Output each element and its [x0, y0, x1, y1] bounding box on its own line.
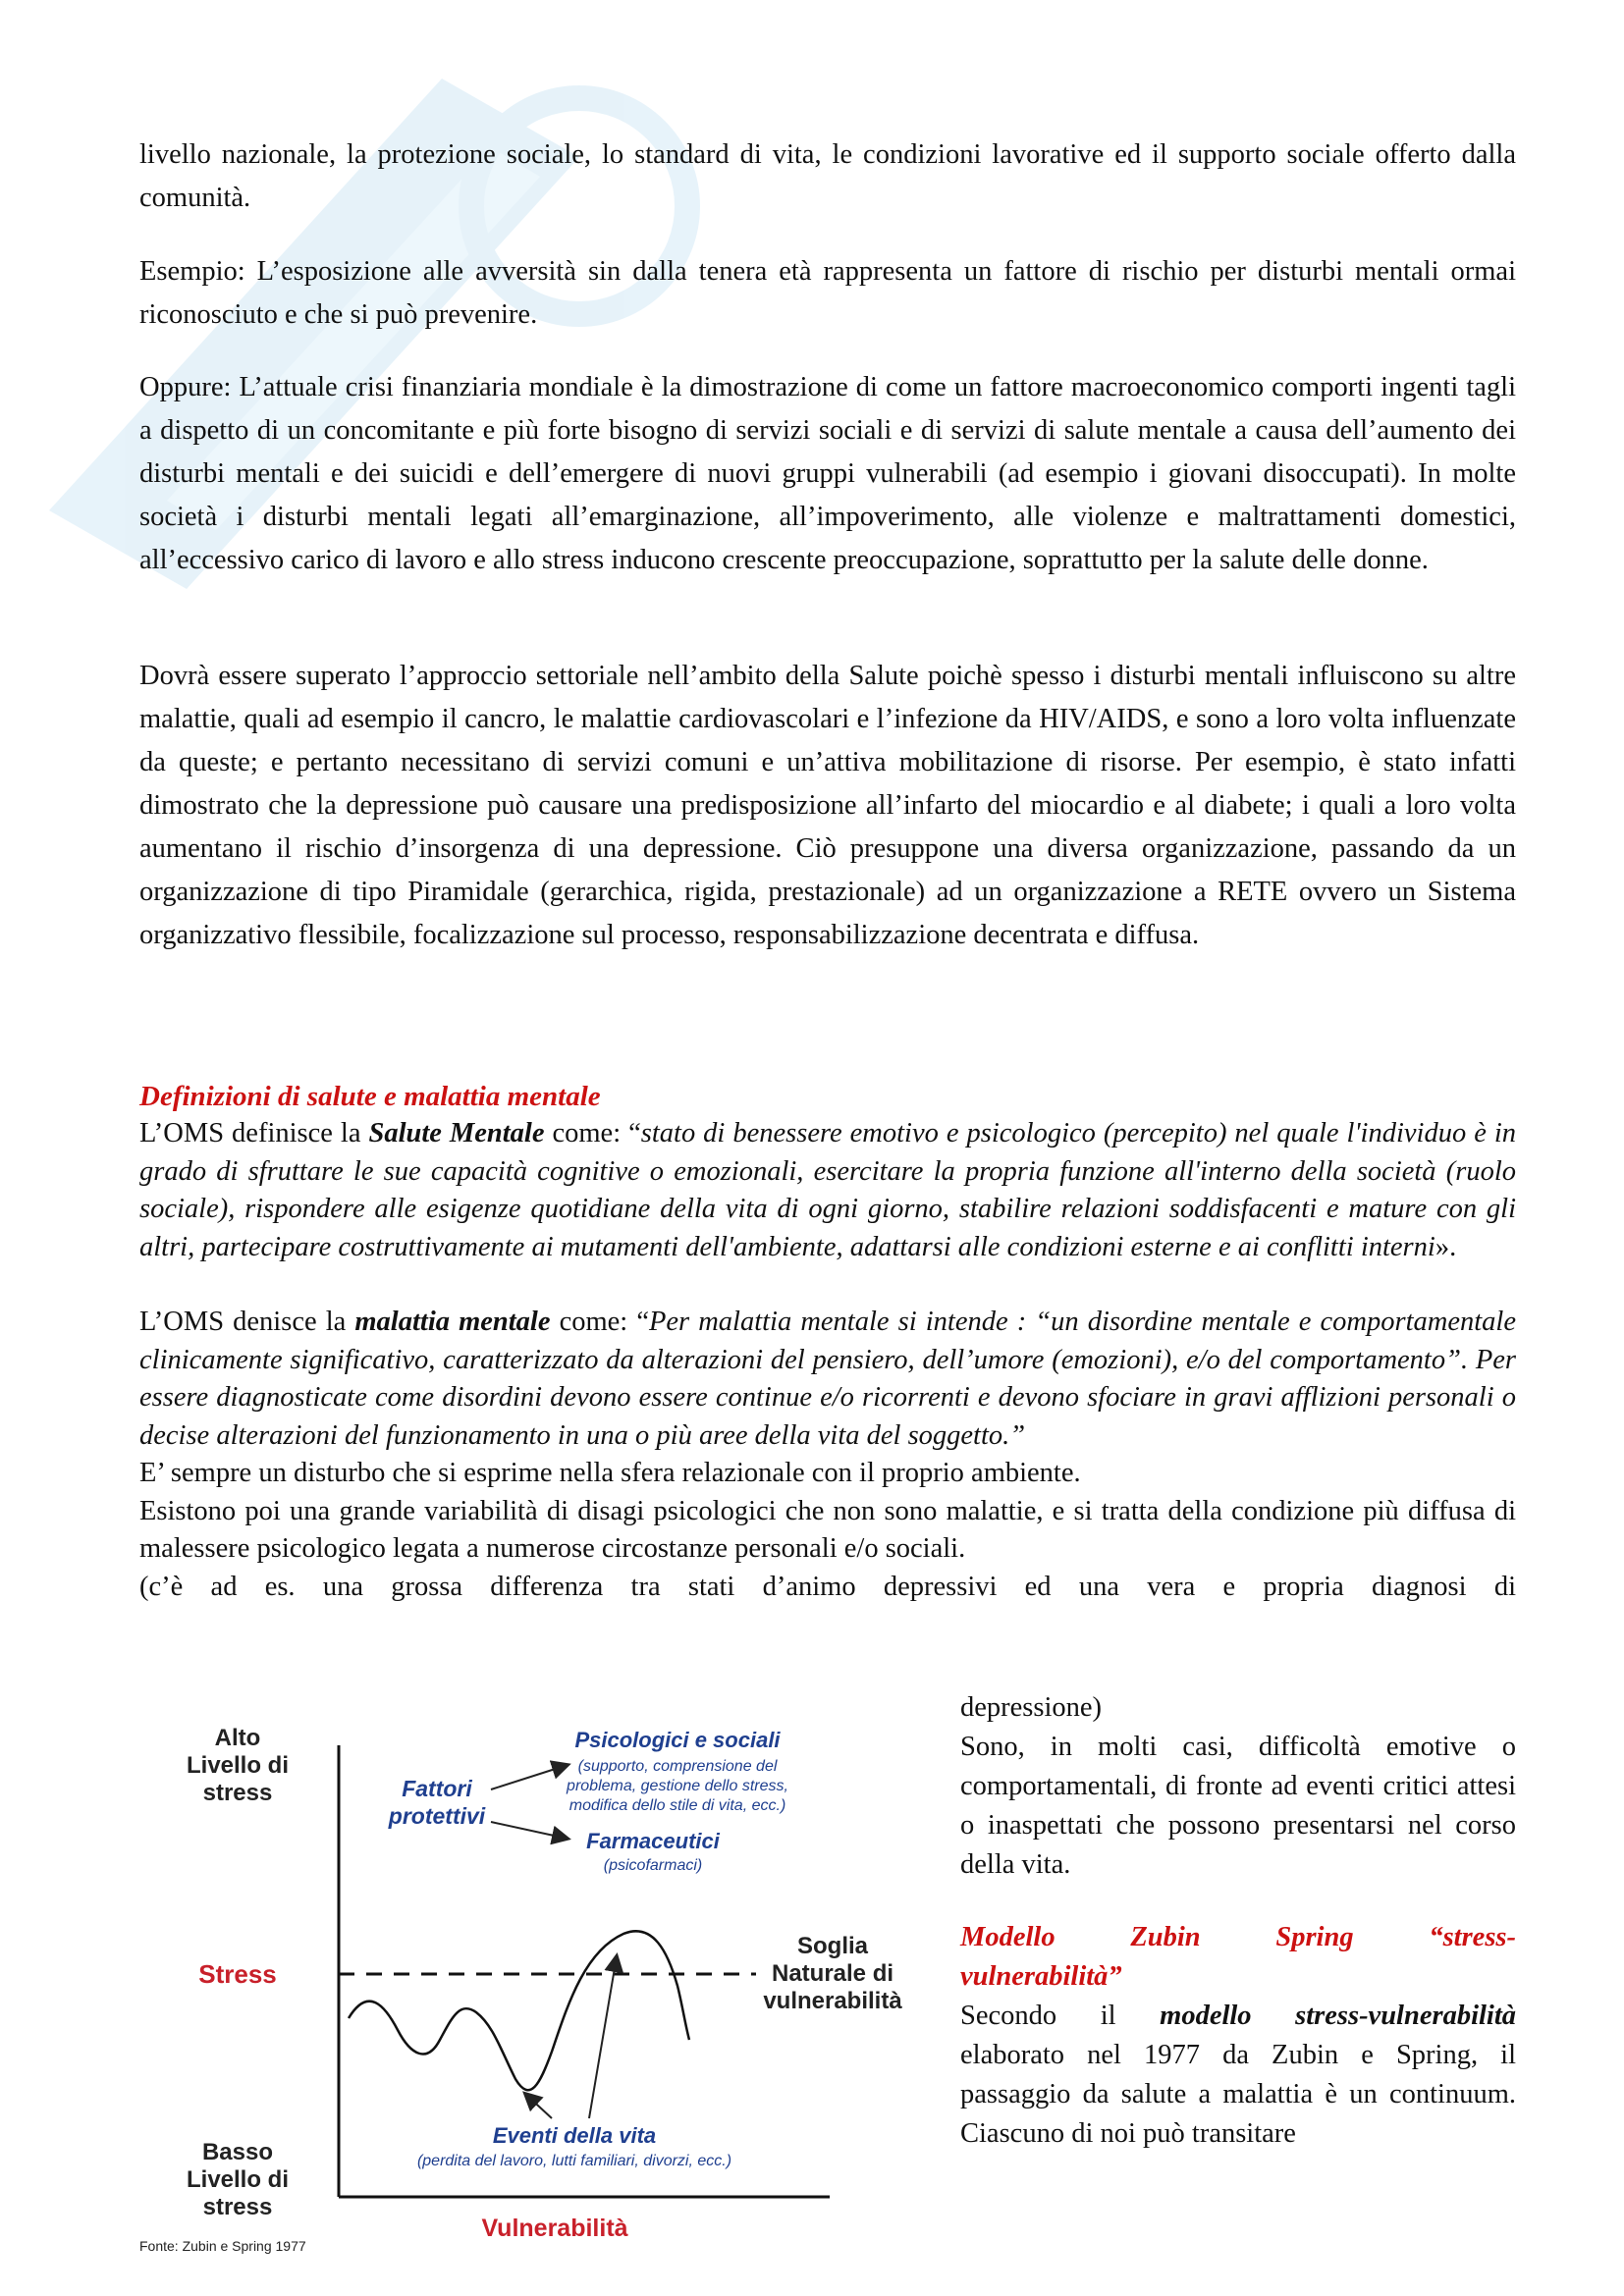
paragraph-4: Dovrà essere superato l’approccio settoriale nell’ambito della Salute poichè spesso i disturbi mentali influiscono su altre malattie, quali ad esempio il cancro, le malattie cardiovascolari e l’infezione da HIV/AIDS, e sono a loro volta influenzate da queste; e pertanto necessitano di servizi comuni e un’attiva mobilitazione di risorse. Per esempio, è stato infatti dimostrato che la depressione può causare una predisposizione all’infarto del miocardio e al diabete; i quali a loro volta aumentano il rischio d’insorgenza di una depressione. Ciò presuppone una diversa organizzazione, passando da un organizzazione di tipo Piramidale (gerarchica, rigida, prestazionale) ad un organizzazione a RETE ovvero un Sistema organizzativo flessibile, focalizzazione sul processo, responsabilizzazione decentrata e diffusa.	[139, 661, 1516, 950]
low-label-1: Basso	[201, 2139, 274, 2165]
high-label-2: Livello di	[186, 1752, 290, 1779]
model-term: modello stress-vulnerabilità	[1160, 2001, 1516, 2031]
high-label-1: Alto	[214, 1725, 261, 1751]
illness-intro: L’OMS denisce la	[139, 1307, 355, 1337]
pharma-sub: (psicofarmaci)	[603, 1857, 703, 1874]
x-axis-label: Vulnerabilità	[481, 2215, 628, 2242]
mental-illness-definition	[139, 1304, 1516, 1455]
illness-term: malattia mentale	[354, 1307, 551, 1337]
model-text: elaborato nel 1977 da Zubin e Spring, il passaggio da salute a malattia è un continuum. Ciascuno di noi può transitare	[960, 2040, 1516, 2149]
right-column	[960, 1688, 1516, 2154]
events-title: Eventi della vita	[492, 2123, 657, 2148]
model-paragraph	[960, 1997, 1516, 2154]
psych-sub-1: (supporto, comprensione del	[577, 1758, 778, 1775]
arrow-pharma	[491, 1822, 568, 1839]
model-heading-line2: vulnerabilità”	[960, 1961, 1122, 1992]
stress-curve	[349, 1931, 689, 2090]
health-come: come: “	[544, 1118, 641, 1148]
variability-line: Esistono poi una grande variabilità di disagi psicologici che non sono malattie, e si tratta della condizione più diffusa di malessere psicologico legata a numerose circostanze personali e/o sociali.	[139, 1495, 1516, 1564]
diagram-svg	[128, 1706, 933, 2256]
arrow-psych	[491, 1765, 568, 1789]
threshold-label-3: vulnerabilità	[763, 1988, 902, 2014]
stress-vulnerability-figure	[128, 1706, 933, 2256]
paragraph-2: Esempio: L’esposizione alle avversità sin dalla tenera età rappresenta un fattore di rischio per disturbi mentali ormai riconosciuto e che si può prevenire.	[139, 256, 1516, 330]
pharma-title: Farmaceutici	[586, 1829, 720, 1853]
section-heading: Definizioni di salute e malattia mentale	[139, 1081, 601, 1112]
paragraph-4-block	[139, 655, 1516, 957]
relational-line: E’ sempre un disturbo che si esprime nella sfera relazionale con il proprio ambiente.	[139, 1458, 1081, 1488]
high-label-3: stress	[202, 1780, 273, 1806]
health-quote: stato di benessere emotivo e psicologico (percepito) nel quale l'individuo è in grado di sfruttare le sue capacità cognitive o emozionali, esercitare la propria funzione all'interno della società (ruolo sociale), rispondere alle esigenze quotidiane della vita di ogni giorno, stabilire relazioni soddisfacenti e mature con gli altri, partecipare costruttivamente ai mutamenti dell'ambiente, adattarsi alle condizioni esterne e ai conflitti interni	[139, 1118, 1517, 1262]
example-line: (c’è ad es. una grossa differenza tra stati d’animo depressivi ed una vera e propria diagnosi di	[139, 1571, 1516, 1602]
protective-label-2: protettivi	[388, 1803, 486, 1829]
difficulties-text: Sono, in molti casi, difficoltà emotive o comportamentali, di fronte ad eventi critici attesi o inaspettati che possono presentarsi nel corso della vita.	[960, 1732, 1516, 1880]
psych-sub-3: modifica dello stile di vita, ecc.)	[568, 1797, 786, 1814]
mental-health-definition	[139, 1115, 1516, 1266]
paragraph-3-block	[139, 366, 1516, 582]
paragraph-1-block	[139, 133, 1516, 220]
psych-title: Psicologici e sociali	[574, 1728, 781, 1752]
arrow-events-2	[589, 1956, 617, 2118]
health-intro: L’OMS definisce la	[139, 1118, 369, 1148]
paragraph-2-block	[139, 250, 1516, 337]
health-term: Salute Mentale	[368, 1118, 545, 1148]
paragraph-1: livello nazionale, la protezione sociale, lo standard di vita, le condizioni lavorative ed il supporto sociale offerto dalla comunità.	[139, 139, 1516, 213]
threshold-label-2: Naturale di	[771, 1960, 894, 1987]
stress-label: Stress	[198, 1959, 277, 1989]
illness-come: come: “	[550, 1307, 649, 1337]
events-sub: (perdita del lavoro, lutti familiari, divorzi, ecc.)	[416, 2153, 732, 2169]
arrow-events-1	[525, 2094, 552, 2118]
illness-quote: Per malattia mentale si intende : “un disordine mentale e comportamentale clinicamente significativo, caratterizzato da alterazioni del pensiero, dell’umore (emozioni), e/o del comportamento”. Per essere diagnosticate come disordini devono essere continue e/o ricorrenti e devono sfociare in gravi afflizioni personali o decise alterazioni del funzionamento in una o più aree della vita del soggetto.”	[139, 1307, 1516, 1451]
example-line-end: depressione)	[960, 1692, 1103, 1723]
psych-sub-2: problema, gestione dello stress,	[567, 1778, 788, 1794]
model-intro: Secondo il	[960, 2001, 1161, 2031]
definitions-section	[139, 1078, 1516, 1606]
model-heading-line1: Modello Zubin Spring “stress-	[960, 1922, 1516, 1952]
low-label-3: stress	[202, 2194, 273, 2220]
protective-label-1: Fattori	[402, 1776, 472, 1801]
paragraph-3: Oppure: L’attuale crisi finanziaria mondiale è la dimostrazione di come un fattore macroeconomico comporti ingenti tagli a dispetto di un concomitante e più forte bisogno di servizi sociali e di servizi di salute mentale a causa dell’aumento dei disturbi mentali e dei suicidi e dell’emergere di nuovi gruppi vulnerabili (ad esempio i giovani disoccupati). In molte società i disturbi mentali legati all’emarginazione, all’impoverimento, alle violenze e maltrattamenti domestici, all’eccessivo carico di lavoro e allo stress inducono crescente preoccupazione, soprattutto per la salute delle donne.	[139, 372, 1516, 575]
figure-source: Fonte: Zubin e Spring 1977	[139, 2238, 306, 2254]
low-label-2: Livello di	[186, 2166, 290, 2193]
threshold-label-1: Soglia	[796, 1933, 869, 1959]
health-end: ».	[1435, 1231, 1457, 1262]
